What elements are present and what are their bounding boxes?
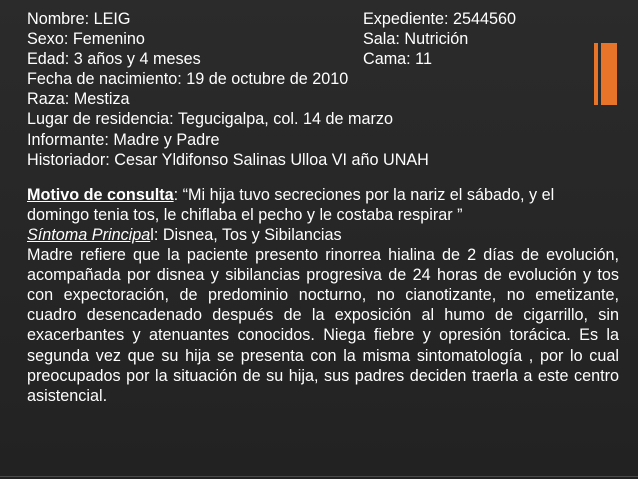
field-row-age [27,49,619,69]
field-informant: Informante: Madre y Padre [27,130,220,149]
motivo-line-1 [27,185,619,205]
sintoma-line [27,225,619,245]
field-historian: Historiador: Cesar Yldifonso Salinas Ulloa VI año UNAH [27,150,429,169]
sintoma-label: Síntoma Principa [27,225,151,244]
sintoma-text: l: Disnea, Tos y Sibilancias [150,225,342,244]
field-birthdate: Fecha de nacimiento: 19 de octubre de 2010 [27,70,349,89]
field-name: Nombre: LEIG [27,10,131,28]
motivo-line-2: domingo tenia tos, le chiflaba el pecho y le costaba respirar ” [27,205,463,224]
field-row-sex [27,29,619,49]
field-cama: Cama: 11 [363,50,432,69]
motivo-label: Motivo de consulta [27,185,174,204]
bottom-divider [0,476,638,477]
field-race: Raza: Mestiza [27,90,130,109]
history-paragraph: Madre refiere que la paciente presento rinorrea hialina de 2 días de evolución, acompañada por disnea y sibilancias progresiva de 24 horas de evolución y tos con expectoración, de predominio nocturno, no cianotizante, no emetizante, cuadro desencadenado después de la exposición al humo de cigarrillo, sin exacerbantes y atenuantes conocidos. Niega fiebre y opresión torácica. Es la segunda vez que su hija se presenta con la misma sintomatología , por lo cual preocupados por la situación de su hija, sus padres deciden traerla a este centro asistencial. [27,246,619,405]
motivo-text-1: : “Mi hija tuvo secreciones por la nariz el sábado, y el [173,185,555,204]
field-residence: Lugar de residencia: Tegucigalpa, col. 14 de marzo [27,110,393,129]
slide-content [27,9,619,406]
section-gap [27,170,619,185]
field-row-name [27,9,619,29]
field-sex: Sexo: Femenino [27,30,145,49]
field-age: Edad: 3 años y 4 meses [27,50,201,69]
field-expediente: Expediente: 2544560 [363,10,517,28]
field-sala: Sala: Nutrición [363,30,469,49]
